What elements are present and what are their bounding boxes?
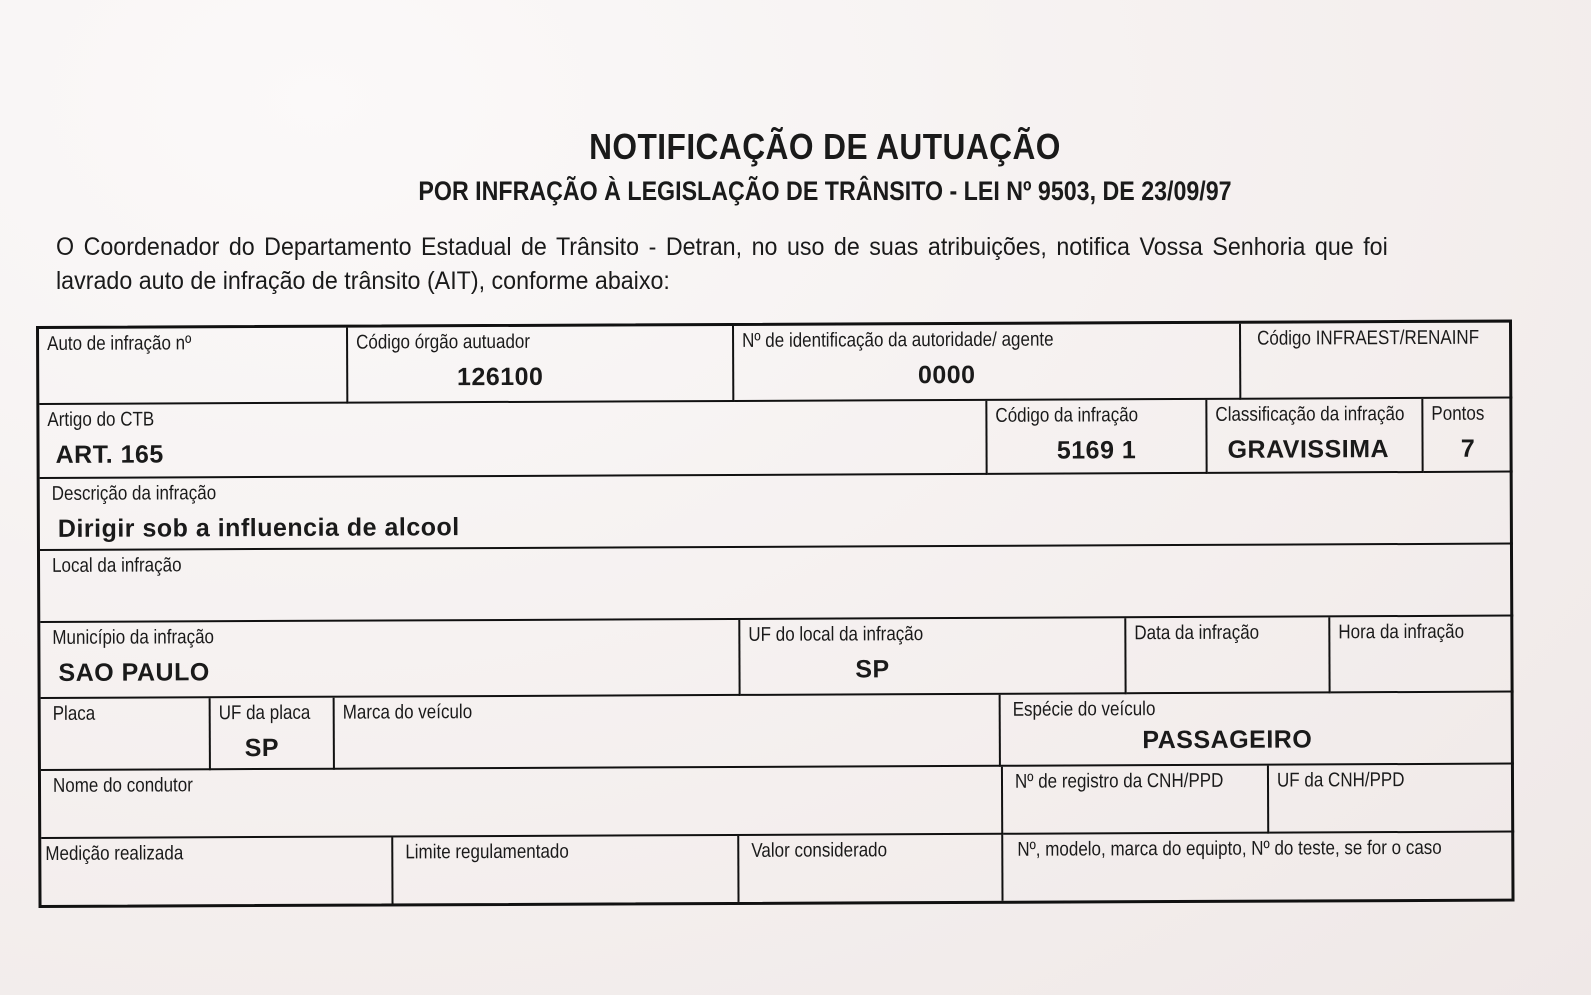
- field-local: [40, 545, 1513, 623]
- field-codigo-infraest: [1241, 323, 1512, 400]
- field-uf-cnh: [1269, 765, 1514, 834]
- field-value: SP: [855, 655, 890, 684]
- field-artigo-ctb: [39, 401, 987, 479]
- field-value: 7: [1460, 434, 1476, 463]
- field-label: UF da placa: [218, 701, 311, 725]
- field-valor: [739, 835, 1003, 902]
- infraction-form: [36, 320, 1515, 908]
- field-value: SAO PAULO: [58, 658, 210, 687]
- field-label: Marca do veículo: [342, 701, 473, 724]
- document-title: NOTIFICAÇÃO DE AUTUAÇÃO: [589, 126, 1061, 167]
- field-limite: [393, 836, 739, 904]
- field-label: Nome do condutor: [52, 774, 193, 797]
- field-value: GRAVISSIMA: [1227, 435, 1390, 464]
- field-label: Espécie do veículo: [1012, 698, 1156, 721]
- field-hora: [1330, 617, 1513, 694]
- field-label: Data da infração: [1134, 621, 1260, 645]
- field-label: Nº, modelo, marca do equipto, Nº do teste, se for o caso: [1017, 836, 1442, 861]
- field-label: Descrição da infração: [51, 482, 217, 505]
- field-value: ART. 165: [55, 440, 164, 469]
- field-auto-infracao: [39, 328, 348, 405]
- field-label: Classificação da infração: [1215, 403, 1405, 426]
- field-value: PASSAGEIRO: [1142, 725, 1313, 755]
- field-placa: [41, 698, 211, 771]
- field-data: [1126, 617, 1330, 694]
- field-label: Nº de registro da CNH/PPD: [1014, 769, 1224, 793]
- field-especie: [1001, 693, 1514, 767]
- field-descricao: [40, 473, 1513, 551]
- field-label: Código da infração: [995, 404, 1139, 427]
- field-codigo-infracao: [987, 400, 1207, 475]
- field-registro-cnh: [1003, 766, 1269, 835]
- field-municipio: [40, 620, 740, 699]
- field-id-autoridade: [734, 324, 1241, 402]
- field-label: Nº de identificação da autoridade/ agente: [742, 328, 1054, 352]
- field-label: UF da CNH/PPD: [1276, 769, 1405, 792]
- field-value: 0000: [917, 360, 976, 390]
- field-label: Local da infração: [51, 554, 182, 577]
- field-label: Pontos: [1431, 402, 1485, 425]
- field-uf-placa: [211, 698, 335, 771]
- field-value: 5169 1: [1056, 436, 1137, 465]
- field-classificacao: [1207, 399, 1423, 474]
- field-label: Hora da infração: [1338, 620, 1465, 644]
- field-label: UF do local da infração: [748, 623, 924, 646]
- field-label: Valor considerado: [751, 839, 888, 862]
- field-label: Placa: [52, 702, 96, 725]
- intro-paragraph: O Coordenador do Departamento Estadual de Trânsito - Detran, no uso de suas atribuições, notifica Vossa Senhoria que foi lavrado auto de infração de trânsito (AIT), conforme abaixo:: [56, 233, 1388, 295]
- document-subtitle: POR INFRAÇÃO À LEGISLAÇÃO DE TRÂNSITO - LEI Nº 9503, DE 23/09/97: [418, 176, 1232, 206]
- field-label: Código órgão autuador: [356, 330, 531, 354]
- field-label: Auto de infração nº: [47, 332, 192, 355]
- field-marca: [335, 695, 1001, 770]
- field-label: Limite regulamentado: [405, 840, 569, 864]
- field-equipamento: [1003, 833, 1514, 901]
- field-label: Código INFRAEST/RENAINF: [1257, 326, 1480, 350]
- field-nome-condutor: [41, 767, 1003, 839]
- field-value: SP: [244, 733, 280, 763]
- field-label: Município da infração: [52, 626, 215, 649]
- field-uf-local: [740, 618, 1126, 696]
- field-value: Dirigir sob a influencia de alcool: [57, 513, 460, 543]
- field-label: Artigo do CTB: [47, 408, 155, 431]
- field-codigo-orgao: [348, 326, 734, 404]
- field-medicao: [41, 837, 393, 905]
- field-value: 126100: [456, 362, 544, 392]
- field-pontos: [1423, 399, 1512, 473]
- field-label: Medição realizada: [45, 842, 184, 865]
